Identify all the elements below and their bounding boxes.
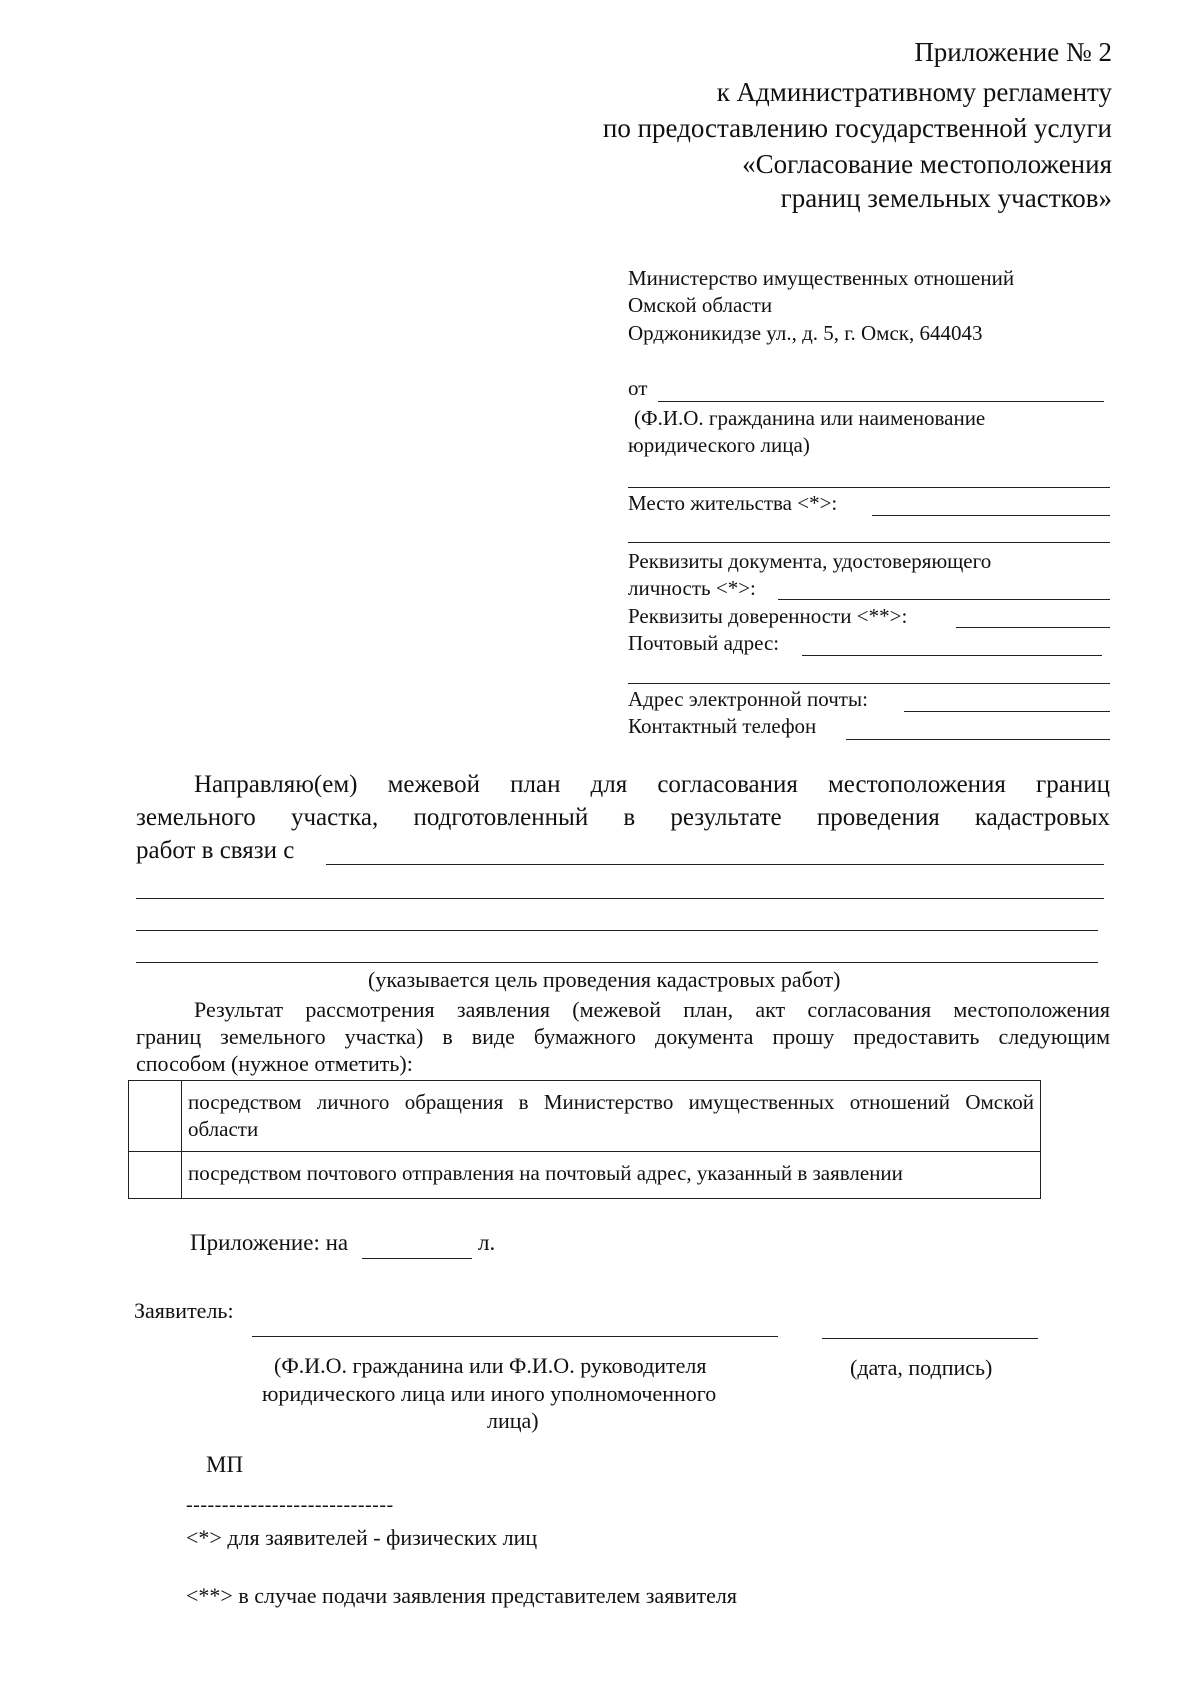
purpose-input-line-3[interactable]: [136, 930, 1098, 931]
option-checkbox-personal[interactable]: [129, 1081, 182, 1152]
purpose-input-line[interactable]: [326, 864, 1104, 865]
header-line-3: по предоставлению государственной услуги: [602, 113, 1112, 143]
footnote-2: <**> в случае подачи заявления представителем заявителя: [186, 1583, 737, 1608]
date-signature-hint: (дата, подпись): [850, 1355, 993, 1380]
recipient-line-3: Орджоникидзе ул., д. 5, г. Омск, 644043: [628, 321, 983, 345]
phone-label: Контактный телефон: [628, 714, 817, 738]
recipient-line-2: Омской области: [628, 293, 773, 317]
option-row: [129, 1152, 1041, 1199]
header-line-5: границ земельных участков»: [780, 183, 1112, 213]
header-line-4: «Согласование местоположения: [742, 149, 1112, 179]
option-row: [129, 1081, 1041, 1152]
footnote-1: <*> для заявителей - физических лиц: [186, 1525, 538, 1550]
applicant-label: Заявитель:: [134, 1298, 234, 1323]
para1-line-2: земельного участка, подготовленный в результате проведения кадастровых: [136, 804, 1110, 831]
option-checkbox-mail[interactable]: [129, 1152, 182, 1199]
purpose-hint: (указывается цель проведения кадастровых работ): [368, 967, 841, 992]
stamp-placeholder: МП: [206, 1452, 244, 1477]
postal-address-label: Почтовый адрес:: [628, 631, 780, 655]
id-doc-label-line-2: личность <*>:: [628, 576, 756, 600]
sig-fio-hint-line-2: юридического лица или иного уполномоченного: [262, 1381, 717, 1406]
residence-input-line-2[interactable]: [628, 542, 1110, 543]
purpose-input-line-2[interactable]: [136, 898, 1104, 899]
para1-line-1: Направляю(ем) межевой план для согласования местоположения границ: [194, 771, 1110, 798]
residence-label: Место жительства <*>:: [628, 491, 838, 515]
email-input-line[interactable]: [904, 711, 1110, 712]
from-label: от: [628, 376, 648, 400]
email-label: Адрес электронной почты:: [628, 687, 868, 711]
postal-address-input-line-2[interactable]: [628, 683, 1110, 684]
option-text-personal: посредством личного обращения в Министерство имущественных отношений Омской области: [182, 1081, 1041, 1152]
attachment-label: Приложение: на: [190, 1230, 349, 1255]
applicant-name-input-line[interactable]: [252, 1336, 778, 1337]
appendix-number: Приложение № 2: [914, 37, 1112, 67]
para2-line-1: Результат рассмотрения заявления (межевой план, акт согласования местоположения: [194, 997, 1110, 1022]
id-doc-input-line[interactable]: [778, 599, 1110, 600]
from-input-line[interactable]: [658, 401, 1104, 402]
sig-fio-hint-line-1: (Ф.И.О. гражданина или Ф.И.О. руководителя: [274, 1353, 707, 1378]
id-doc-label-line-1: Реквизиты документа, удостоверяющего: [628, 549, 992, 573]
para2-line-3: способом (нужное отметить):: [136, 1051, 413, 1076]
fio-hint-line-2: юридического лица): [628, 433, 810, 457]
header-line-2: к Административному регламенту: [716, 77, 1112, 107]
sig-fio-hint-line-3: лица): [487, 1408, 539, 1433]
fio-input-line[interactable]: [628, 487, 1110, 488]
power-of-attorney-input-line[interactable]: [956, 627, 1110, 628]
phone-input-line[interactable]: [846, 739, 1110, 740]
recipient-line-1: Министерство имущественных отношений: [628, 266, 1015, 290]
purpose-input-line-4[interactable]: [136, 962, 1098, 963]
residence-input-line[interactable]: [872, 515, 1110, 516]
date-signature-input-line[interactable]: [822, 1338, 1038, 1339]
para2-line-2: границ земельного участка) в виде бумажного документа прошу предоставить следующим: [136, 1024, 1110, 1049]
para1-line-3: работ в связи с: [136, 837, 295, 864]
option-text-mail: посредством почтового отправления на почтовый адрес, указанный в заявлении: [182, 1152, 1041, 1199]
attachment-suffix: л.: [478, 1230, 496, 1255]
fio-hint-line-1: (Ф.И.О. гражданина или наименование: [634, 406, 986, 430]
delivery-options-table: [128, 1080, 1041, 1199]
postal-address-input-line[interactable]: [802, 655, 1102, 656]
attachment-pages-input[interactable]: [362, 1258, 472, 1259]
footnote-separator: -----------------------------: [186, 1494, 394, 1516]
power-of-attorney-label: Реквизиты доверенности <**>:: [628, 604, 908, 628]
